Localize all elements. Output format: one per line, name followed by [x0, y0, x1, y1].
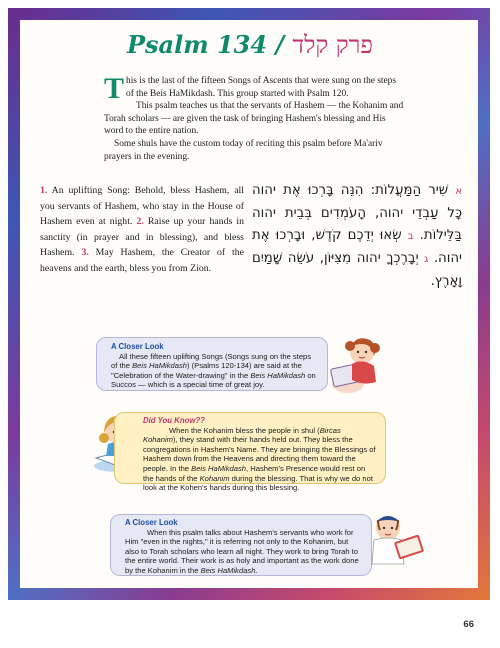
intro-text [104, 72, 404, 163]
box-text: When this psalm talks about Hashem's servants who work for Him "even in the nights," it is referring not only to the Kohanim, but also to Torah scholars who learn all night. They work to bring Torah to the entire world. Their work is as holy and important as the work done by the Kohanim in the Beis HaMikdash. [125, 527, 359, 575]
verse-number: 3. [81, 247, 89, 259]
hebrew-verse-text: יְבָרֶכְךָ יהוה מִצִּיּוֹן, עֹשֵׂה שָׁמַיִם וָאָרֶץ. [252, 251, 462, 289]
intro-paragraph: This is the last of the fifteen Songs of Ascents that were sung on the steps of the Beis HaMikdash. This group started with Psalm 120. [104, 72, 397, 105]
title-hebrew: פרק קלד [292, 31, 373, 59]
verse-text: An uplifting Song: Behold, bless Hashem, all you servants of Hashem, who stay in the House of Hashem even at night. [40, 185, 244, 228]
hebrew-verse-text: שִׁיר הַמַּעֲלוֹת: הִנֵּה בָּרְכוּ אֶת יהוה כָּל עַבְדֵי יהוה, הָעֹמְדִים בְּבֵית יהוה בַּלֵּילוֹת. [252, 183, 462, 243]
box-heading: A Closer Look [125, 518, 178, 527]
box-text: All these fifteen uplifting Songs (Songs sung on the steps of the Beis HaMikdash) (Psalms 120-134) are said at the "Celebration of the Water-drawing" in the Beis HaMikdash on Succos — which is a special time of great joy. [111, 351, 316, 390]
verse-text: May Hashem, the Creator of the heavens and the earth, bless you from Zion. [40, 247, 245, 274]
hebrew-verse-number: א [455, 186, 463, 197]
page-number: 66 [463, 619, 474, 630]
box-text: When the Kohanim bless the people in shul (Bircas Kohanim), they stand with their hands held out. They bless the congregations in Hashem's Name. They are bringing the Blessings of Hashem down from the Heavens and directing them toward the people. In the Beis HaMikdash, Hashem's Presence would rest on the hands of the Kohanim during the blessing. That is why we do not look at the Kohen's hands during this blessing. [143, 425, 376, 493]
hebrew-verse-number: ג [424, 254, 429, 265]
page-title [0, 30, 500, 60]
closer-look-box [96, 337, 328, 391]
closer-look-box [110, 514, 372, 576]
intro-paragraph: This psalm teaches us that the servants of Hashem — the Kohanim and Torah scholars — are given the task of bringing Hashem's blessing and His word to the entire nation. [104, 101, 404, 137]
verse-text: Raise up your hands in sanctity (in prayer and in blessing), and bless Hashem. [40, 216, 245, 259]
english-translation [40, 183, 244, 277]
box-heading: Did You Know?? [143, 416, 205, 425]
verse-number: 2. [136, 216, 144, 228]
hebrew-verse-number: ב [407, 231, 414, 242]
did-you-know-box [114, 412, 386, 493]
box-heading: A Closer Look [111, 342, 164, 351]
hebrew-verse-text: שְׂאוּ יְדֵכֶם קֹדֶשׁ, וּבָרְכוּ אֶת יהוה. [252, 228, 463, 266]
verse-number: 1. [40, 185, 48, 196]
intro-paragraph: Some shuls have the custom today of reciting this psalm before Ma'ariv prayers in the evening. [104, 138, 383, 162]
title-english: Psalm 134 / [126, 30, 285, 59]
boy-with-book-illustration [366, 508, 428, 572]
girl-with-book-illustration [326, 332, 382, 394]
hebrew-verses [252, 180, 462, 293]
drop-cap: T [104, 72, 125, 105]
